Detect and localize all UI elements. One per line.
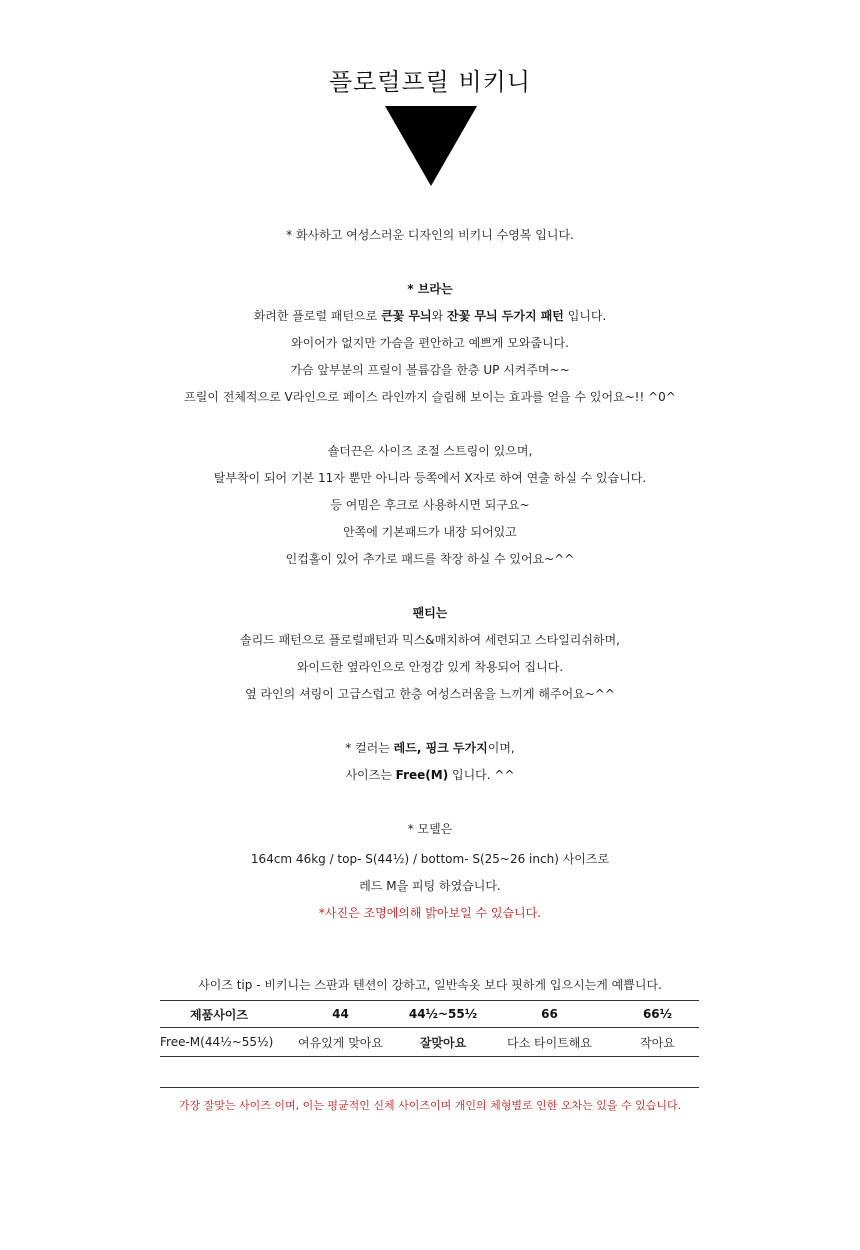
table-cell: 잘맞아요 — [403, 1028, 483, 1057]
bra-line-5: 숄더끈은 사이즈 조절 스트링이 있으며, — [327, 444, 533, 458]
photo-note: *사진은 조명에의해 밝아보일 수 있습니다. — [318, 906, 542, 920]
panty-heading: 팬티는 — [412, 606, 448, 620]
size-table — [160, 1000, 699, 1088]
size-tip: 사이즈 tip - 비키니는 스판과 텐션이 강하고, 일반속옷 보다 핏하게 입으시는게 예쁩니다. — [198, 978, 662, 992]
table-header: 44½~55½ — [403, 1001, 483, 1028]
table-blank-cell — [160, 1057, 699, 1088]
table-cell: Free-M(44½~55½) — [160, 1028, 278, 1057]
bra-line-3: 가슴 앞부분의 프릴이 볼륨감을 한층 UP 시켜주며~~ — [290, 363, 570, 377]
page-title: 플로럴프릴 비키니 — [328, 68, 532, 96]
intro-text: * 화사하고 여성스러운 디자인의 비키니 수영복 입니다. — [286, 228, 574, 242]
table-row — [160, 1028, 699, 1057]
table-cell: 여유있게 맞아요 — [278, 1028, 403, 1057]
bra-line-1: 화려한 플로럴 패턴으로 큰꽃 무늬와 잔꽃 무늬 두가지 패턴 입니다. — [253, 309, 607, 323]
panty-line-3: 옆 라인의 셔링이 고급스럽고 한층 여성스러움을 느끼게 해주어요~^^ — [245, 687, 615, 701]
bra-line-4: 프릴이 전체적으로 V라인으로 페이스 라인까지 슬림해 보이는 효과를 얻을 수 있어요~!! ^0^ — [184, 390, 676, 404]
table-header-row — [160, 1001, 699, 1028]
down-triangle-icon — [385, 106, 477, 186]
table-header: 66½ — [616, 1001, 699, 1028]
bra-line-6: 탈부착이 되어 기본 11자 뿐만 아니라 등쪽에서 X자로 하여 연출 하실 수 있습니다. — [213, 471, 647, 485]
bra-line-2: 와이어가 없지만 가슴을 편안하고 예쁘게 모와줍니다. — [291, 336, 569, 350]
color-line: * 컬러는 레드, 핑크 두가지이며, — [345, 741, 515, 755]
bra-line-8: 안쪽에 기본패드가 내장 되어있고 — [343, 525, 517, 539]
table-cell: 작아요 — [616, 1028, 699, 1057]
size-footnote: 가장 잘맞는 사이즈 이며, 이는 평균적인 신체 사이즈이며 개인의 체형별로 인한 오차는 있을 수 있습니다. — [178, 1099, 682, 1112]
table-header: 66 — [483, 1001, 616, 1028]
model-line-2: 레드 M을 피팅 하였습니다. — [359, 879, 501, 893]
bra-heading: * 브라는 — [407, 282, 453, 296]
model-heading: * 모델은 — [407, 822, 453, 836]
panty-line-2: 와이드한 옆라인으로 안정감 있게 착용되어 집니다. — [296, 660, 564, 674]
bra-line-7: 등 여밈은 후크로 사용하시면 되구요~ — [330, 498, 530, 512]
size-line: 사이즈는 Free(M) 입니다. ^^ — [345, 768, 515, 782]
bra-line-9: 인컵홀이 있어 추가로 패드를 착장 하실 수 있어요~^^ — [285, 552, 575, 566]
table-blank-row — [160, 1057, 699, 1088]
model-line-1: 164cm 46kg / top- S(44½) / bottom- S(25~26 inch) 사이즈로 — [250, 852, 610, 866]
table-header: 44 — [278, 1001, 403, 1028]
table-header: 제품사이즈 — [160, 1001, 278, 1028]
table-cell: 다소 타이트해요 — [483, 1028, 616, 1057]
panty-line-1: 솔리드 패턴으로 플로럴패턴과 믹스&매치하여 세련되고 스타일리쉬하며, — [239, 633, 620, 647]
